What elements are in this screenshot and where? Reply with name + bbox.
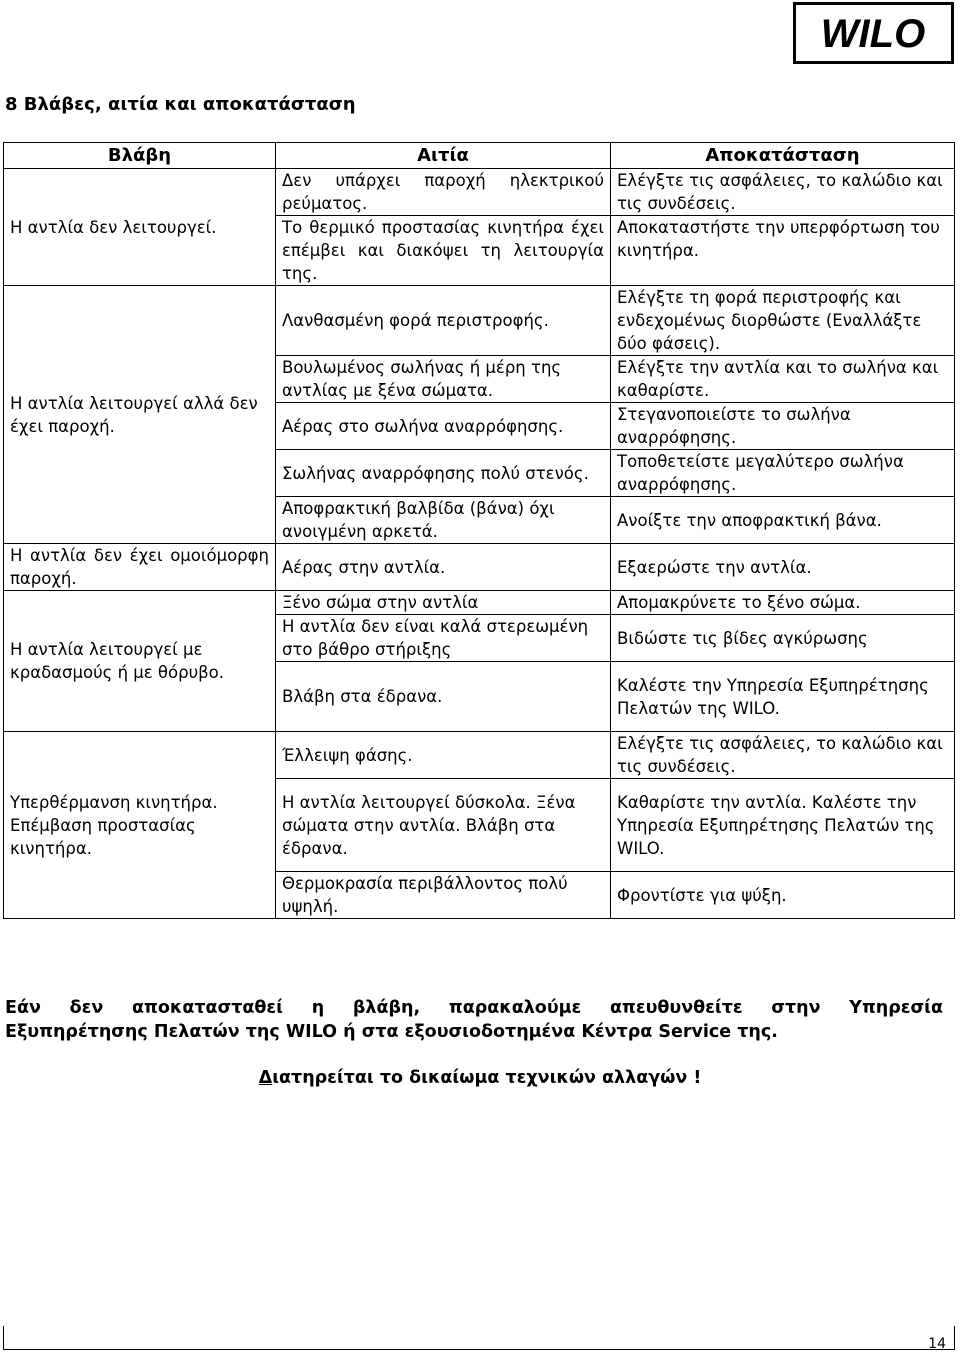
table-row (4, 169, 955, 216)
cause-cell: Η αντλία λειτουργεί δύσκολα. Ξένα σώματα στην αντλία. Βλάβη στα έδρανα. (276, 779, 611, 872)
cause-cell: Δεν υπάρχει παροχή ηλεκτρικού ρεύματος. (276, 169, 611, 216)
page-number: 14 (928, 1336, 946, 1352)
fault-cell: Η αντλία λειτουργεί αλλά δεν έχει παροχή. (4, 286, 276, 544)
service-note-line-2: Εξυπηρέτησης Πελατών της WILO ή στα εξουσιοδοτημένα Κέντρα Service της. (5, 1022, 778, 1042)
rights-notice (0, 1068, 960, 1088)
svg-text:WILO: WILO (820, 12, 926, 56)
wilo-logo-graphic (796, 5, 951, 61)
remedy-cell: Καθαρίστε την αντλία. Καλέστε την Υπηρεσία Εξυπηρέτησης Πελατών της WILO. (611, 779, 955, 872)
remedy-cell: Στεγανοποιείστε το σωλήνα αναρρόφησης. (611, 403, 955, 450)
cause-cell: Αέρας στην αντλία. (276, 544, 611, 591)
header-remedy: Αποκατάσταση (611, 143, 955, 169)
rights-notice-initial: Δ (258, 1068, 273, 1088)
cause-cell: Σωλήνας αναρρόφησης πολύ στενός. (276, 450, 611, 497)
header-fault: Βλάβη (4, 143, 276, 169)
remedy-cell: Φροντίστε για ψύξη. (611, 872, 955, 919)
cause-cell: Το θερμικό προστασίας κινητήρα έχει επέμβει και διακόψει τη λειτουργία της. (276, 216, 611, 286)
table-row (4, 544, 955, 591)
cause-cell: Η αντλία δεν είναι καλά στερεωμένη στο βάθρο στήριξης (276, 615, 611, 662)
remedy-cell: Ελέγξτε τη φορά περιστροφής και ενδεχομένως διορθώστε (Εναλλάξτε δύο φάσεις). (611, 286, 955, 356)
cause-cell: Ξένο σώμα στην αντλία (276, 591, 611, 615)
page-footer (3, 1326, 955, 1350)
fault-cell: Υπερθέρμανση κινητήρα. Επέμβαση προστασίας κινητήρα. (4, 732, 276, 919)
table-row (4, 286, 955, 356)
service-note (5, 996, 943, 1044)
remedy-cell: Βιδώστε τις βίδες αγκύρωσης (611, 615, 955, 662)
table-header-row (4, 143, 955, 169)
cause-cell: Θερμοκρασία περιβάλλοντος πολύ υψηλή. (276, 872, 611, 919)
fault-cell: Η αντλία δεν έχει ομοιόμορφη παροχή. (4, 544, 276, 591)
wilo-logo (793, 2, 954, 64)
table-row (4, 732, 955, 779)
remedy-cell: Απομακρύνετε το ξένο σώμα. (611, 591, 955, 615)
header-cause: Αιτία (276, 143, 611, 169)
remedy-cell: Αποκαταστήστε την υπερφόρτωση του κινητήρα. (611, 216, 955, 286)
rights-notice-text: ιατηρείται το δικαίωμα τεχνικών αλλαγών ! (272, 1068, 702, 1088)
service-note-line-1: Εάν δεν αποκατασταθεί η βλάβη, παρακαλούμε απευθυνθείτε στην Υπηρεσία (5, 998, 943, 1018)
remedy-cell: Τοποθετείστε μεγαλύτερο σωλήνα αναρρόφησης. (611, 450, 955, 497)
fault-cell: Η αντλία λειτουργεί με κραδασμούς ή με θόρυβο. (4, 591, 276, 732)
fault-table (3, 142, 955, 919)
cause-cell: Αποφρακτική βαλβίδα (βάνα) όχι ανοιγμένη αρκετά. (276, 497, 611, 544)
remedy-cell: Ελέγξτε τις ασφάλειες, το καλώδιο και τις συνδέσεις. (611, 169, 955, 216)
remedy-cell: Καλέστε την Υπηρεσία Εξυπηρέτησης Πελατών της WILO. (611, 662, 955, 732)
remedy-cell: Ελέγξτε τις ασφάλειες, το καλώδιο και τις συνδέσεις. (611, 732, 955, 779)
section-heading: 8 Βλάβες, αιτία και αποκατάσταση (5, 94, 356, 115)
remedy-cell: Εξαερώστε την αντλία. (611, 544, 955, 591)
cause-cell: Βουλωμένος σωλήνας ή μέρη της αντλίας με ξένα σώματα. (276, 356, 611, 403)
cause-cell: Έλλειψη φάσης. (276, 732, 611, 779)
fault-cell: Η αντλία δεν λειτουργεί. (4, 169, 276, 286)
cause-cell: Λανθασμένη φορά περιστροφής. (276, 286, 611, 356)
cause-cell: Αέρας στο σωλήνα αναρρόφησης. (276, 403, 611, 450)
remedy-cell: Ελέγξτε την αντλία και το σωλήνα και καθαρίστε. (611, 356, 955, 403)
table-row (4, 591, 955, 615)
cause-cell: Βλάβη στα έδρανα. (276, 662, 611, 732)
remedy-cell: Ανοίξτε την αποφρακτική βάνα. (611, 497, 955, 544)
